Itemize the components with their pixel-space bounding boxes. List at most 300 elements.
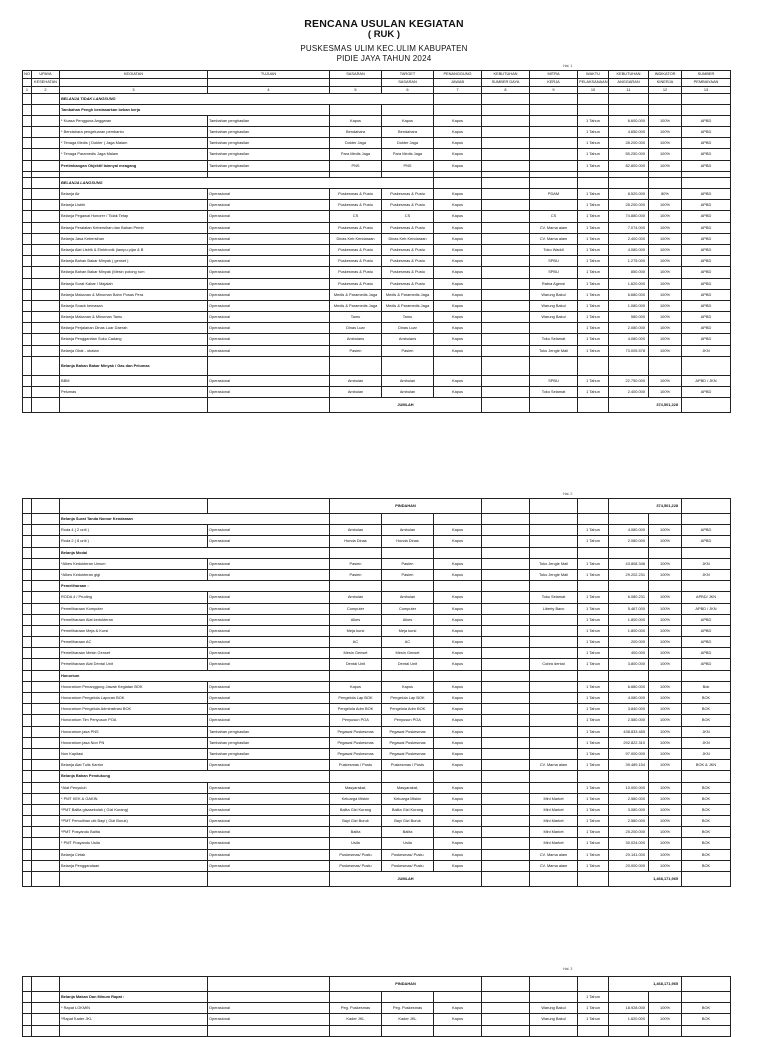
mitra-kerja-cell: Warung Bakul	[530, 312, 578, 323]
empty-cell	[578, 499, 609, 514]
anggaran-cell: 25.200.000	[609, 827, 649, 838]
anggaran-cell: 3.080.000	[609, 804, 649, 815]
header-cell: SASARAN	[330, 71, 382, 79]
tujuan-cell: Tambahan penghasilan	[208, 726, 330, 737]
sasaran-cell: Puskesmas/ Pustu	[330, 860, 382, 871]
tujuan-cell: Operasional	[208, 244, 330, 255]
upaya-cell	[32, 715, 60, 726]
pindahan-label: PINDAHAN	[330, 977, 482, 992]
table-row	[23, 300, 731, 311]
waktu-cell: 1 Tahun	[578, 536, 609, 547]
upaya-cell	[32, 992, 60, 1003]
upaya-cell	[32, 525, 60, 536]
kebutuhan-sumber-daya-cell	[482, 681, 530, 692]
header-cell: KINERJA	[649, 79, 682, 87]
kegiatan-cell	[60, 1025, 208, 1036]
penanggung-jawab-cell: Kapus	[434, 849, 482, 860]
table-row	[23, 244, 731, 255]
upaya-cell	[32, 670, 60, 681]
sumber-pembiayaan-cell: APBD	[682, 127, 731, 138]
empty-cell	[482, 514, 530, 525]
anggaran-cell: 438.833.465	[609, 726, 649, 737]
penanggung-jawab-cell: Kapus	[434, 345, 482, 356]
indikator-cell: 100%	[649, 375, 682, 386]
anggaran-cell: 43.808.346	[609, 558, 649, 569]
empty-cell	[578, 398, 609, 413]
no-cell	[23, 715, 32, 726]
upaya-cell	[32, 592, 60, 603]
sasaran-cell: Kapus	[330, 115, 382, 126]
no-cell	[23, 356, 32, 375]
sasaran-cell: Balita Gizi Kurang	[330, 804, 382, 815]
no-cell	[23, 648, 32, 659]
table-row	[23, 356, 731, 375]
empty-cell	[682, 104, 731, 115]
waktu-cell: 1 Tahun	[578, 648, 609, 659]
section-heading: BELANJA LANGSUNG	[60, 177, 434, 188]
tujuan-cell: Operasional	[208, 625, 330, 636]
empty-cell	[434, 547, 482, 558]
sasaran-cell: Pengelola Lap BOK	[330, 693, 382, 704]
tujuan-cell: Operasional	[208, 525, 330, 536]
target-cell: Dinas Luar	[382, 323, 434, 334]
waktu-cell: 1 Tahun	[578, 592, 609, 603]
anggaran-cell: 10.000.000	[609, 782, 649, 793]
mitra-kerja-cell	[530, 127, 578, 138]
empty-cell	[482, 977, 530, 992]
target-cell: Dokter Jaga	[382, 138, 434, 149]
no-cell	[23, 104, 32, 115]
kegiatan-cell: RODA 4 / Pruding	[60, 592, 208, 603]
header-cell: KERJA	[530, 79, 578, 87]
upaya-cell	[32, 614, 60, 625]
tujuan-cell	[208, 1025, 330, 1036]
anggaran-cell: 1.080.000	[609, 300, 649, 311]
anggaran-cell: 1.275.000	[609, 256, 649, 267]
waktu-cell: 1 Tahun	[578, 992, 609, 1003]
table-row	[23, 558, 731, 569]
kebutuhan-sumber-daya-cell	[482, 748, 530, 759]
anggaran-cell: 4.080.000	[609, 334, 649, 345]
header-cell: PENANGGUNG	[434, 71, 482, 79]
empty-cell	[578, 670, 609, 681]
kegiatan-cell: *Rapat Kader JKL	[60, 1014, 208, 1025]
kebutuhan-sumber-daya-cell	[482, 312, 530, 323]
tujuan-cell: Operasional	[208, 827, 330, 838]
waktu-cell: 1 Tahun	[578, 149, 609, 160]
upaya-cell	[32, 189, 60, 200]
upaya-cell	[32, 233, 60, 244]
kegiatan-cell: * PMT KEK & GAKIN	[60, 793, 208, 804]
waktu-cell: 1 Tahun	[578, 625, 609, 636]
upaya-cell	[32, 323, 60, 334]
anggaran-cell: 6.080.231	[609, 592, 649, 603]
indikator-cell: 100%	[649, 625, 682, 636]
empty-cell	[434, 356, 482, 375]
empty-cell	[649, 771, 682, 782]
penanggung-jawab-cell: Kapus	[434, 127, 482, 138]
sasaran-cell: Puskesmas & Pustu	[330, 267, 382, 278]
indikator-cell: 100%	[649, 300, 682, 311]
upaya-cell	[32, 827, 60, 838]
target-cell: Ambulan	[382, 592, 434, 603]
tujuan-cell: Operasional	[208, 278, 330, 289]
tujuan-cell: Operasional	[208, 659, 330, 670]
penanggung-jawab-cell: Kapus	[434, 222, 482, 233]
waktu-cell: 1 Tahun	[578, 244, 609, 255]
empty-cell	[682, 547, 731, 558]
ruk-table-page-1	[22, 70, 731, 413]
sasaran-cell: Dokter Jaga	[330, 138, 382, 149]
header-cell	[208, 79, 330, 87]
kebutuhan-sumber-daya-cell	[482, 816, 530, 827]
table-row	[23, 737, 731, 748]
mitra-kerja-cell: CS	[530, 211, 578, 222]
empty-cell	[330, 514, 382, 525]
empty-cell	[682, 177, 731, 188]
no-cell	[23, 525, 32, 536]
sumber-pembiayaan-cell: BOK	[682, 860, 731, 871]
target-cell	[382, 992, 434, 1003]
anggaran-cell: 74.880.000	[609, 211, 649, 222]
anggaran-cell: 2.080.000	[609, 323, 649, 334]
kebutuhan-sumber-daya-cell	[482, 267, 530, 278]
indikator-cell: 100%	[649, 200, 682, 211]
table-row	[23, 211, 731, 222]
no-cell	[23, 816, 32, 827]
waktu-cell: 1 Tahun	[578, 1003, 609, 1014]
tujuan-cell: Operasional	[208, 323, 330, 334]
kegiatan-cell: Belanja Bahan Bakar Minyak / Gas dan Pelumas	[60, 356, 208, 375]
kegiatan-cell: Pemeliharaan Komputer	[60, 603, 208, 614]
empty-cell	[682, 93, 731, 104]
empty-cell	[330, 104, 382, 115]
mitra-kerja-cell	[530, 160, 578, 171]
waktu-cell: 1 Tahun	[578, 300, 609, 311]
indikator-cell: 100%	[649, 804, 682, 815]
empty-cell	[434, 104, 482, 115]
kegiatan-cell: Honorarium Pengelola Laporan BOK	[60, 693, 208, 704]
tujuan-cell: Operasional	[208, 267, 330, 278]
waktu-cell: 1 Tahun	[578, 614, 609, 625]
page-label-3: Hal. 3	[563, 967, 573, 971]
upaya-cell	[32, 387, 60, 398]
kebutuhan-sumber-daya-cell	[482, 387, 530, 398]
upaya-cell	[32, 726, 60, 737]
table-row	[23, 278, 731, 289]
kegiatan-cell: Roda 4 ( 2 unit )	[60, 525, 208, 536]
kegiatan-cell: Pelumas	[60, 387, 208, 398]
kebutuhan-sumber-daya-cell	[482, 375, 530, 386]
column-number-cell: 4	[208, 87, 330, 94]
sumber-pembiayaan-cell: APBD	[682, 289, 731, 300]
tujuan-cell: Operasional	[208, 300, 330, 311]
penanggung-jawab-cell: Kapus	[434, 189, 482, 200]
target-cell: Tamu	[382, 312, 434, 323]
jumlah-label: JUMLAH	[330, 872, 482, 887]
empty-cell	[682, 872, 731, 887]
kebutuhan-sumber-daya-cell	[482, 838, 530, 849]
kegiatan-cell: Belanja Alat Listrik & Elektronik (lampu pijar & B	[60, 244, 208, 255]
no-cell	[23, 200, 32, 211]
no-cell	[23, 233, 32, 244]
anggaran-cell: 28.200.000	[609, 200, 649, 211]
no-cell	[23, 514, 32, 525]
penanggung-jawab-cell: Kapus	[434, 115, 482, 126]
header-cell: UPAYA	[32, 71, 60, 79]
waktu-cell: 1 Tahun	[578, 1014, 609, 1025]
mitra-kerja-cell: Warung Bakul	[530, 289, 578, 300]
mitra-kerja-cell: Warung Bakul	[530, 300, 578, 311]
indikator-cell: 100%	[649, 536, 682, 547]
anggaran-cell: 4.080.000	[609, 525, 649, 536]
column-number-cell: 9	[530, 87, 578, 94]
tujuan-cell: Operasional	[208, 387, 330, 398]
upaya-cell	[32, 211, 60, 222]
sasaran-cell: Pasien	[330, 558, 382, 569]
target-cell: Puskesmas & Pustu	[382, 244, 434, 255]
upaya-cell	[32, 748, 60, 759]
kebutuhan-sumber-daya-cell	[482, 233, 530, 244]
kebutuhan-sumber-daya-cell	[482, 760, 530, 771]
no-cell	[23, 398, 32, 413]
upaya-cell	[32, 760, 60, 771]
mitra-kerja-cell	[530, 614, 578, 625]
empty-cell	[382, 581, 434, 592]
empty-cell	[649, 670, 682, 681]
waktu-cell: 1 Tahun	[578, 603, 609, 614]
upaya-cell	[32, 289, 60, 300]
empty-cell	[649, 93, 682, 104]
header-cell	[60, 79, 208, 87]
penanggung-jawab-cell: Kapus	[434, 267, 482, 278]
sumber-pembiayaan-cell: APBD	[682, 525, 731, 536]
no-cell	[23, 637, 32, 648]
penanggung-jawab-cell: Kapus	[434, 681, 482, 692]
waktu-cell: 1 Tahun	[578, 222, 609, 233]
table-row	[23, 670, 731, 681]
target-cell: Pengelola Adm BOK	[382, 704, 434, 715]
mitra-kerja-cell	[530, 726, 578, 737]
indikator-cell: 100%	[649, 160, 682, 171]
mitra-kerja-cell	[530, 693, 578, 704]
sumber-pembiayaan-cell: Bok	[682, 681, 731, 692]
table-row	[23, 637, 731, 648]
target-cell: Puskesmas / Pustu	[382, 760, 434, 771]
sumber-pembiayaan-cell: APBD	[682, 256, 731, 267]
mitra-kerja-cell	[530, 648, 578, 659]
empty-cell	[482, 547, 530, 558]
penanggung-jawab-cell: Kapus	[434, 387, 482, 398]
waktu-cell: 1 Tahun	[578, 704, 609, 715]
target-cell: Dental Unit	[382, 659, 434, 670]
header-cell: SUMBER	[682, 71, 731, 79]
indikator-cell: 100%	[649, 659, 682, 670]
subsection-heading: Belanja Modal	[60, 547, 330, 558]
table-row	[23, 603, 731, 614]
mitra-kerja-cell: Mini Market	[530, 793, 578, 804]
doc-title: RENCANA USULAN KEGIATAN	[304, 18, 464, 30]
kegiatan-cell: * Tenaga Paramedis Jaga Malam	[60, 149, 208, 160]
sasaran-cell: Puskesmas & Pustu	[330, 278, 382, 289]
upaya-cell	[32, 860, 60, 871]
kegiatan-cell: Roda 2 ( 8 unit )	[60, 536, 208, 547]
empty-cell	[578, 547, 609, 558]
mitra-kerja-cell: Toko Selamat	[530, 592, 578, 603]
tujuan-cell: Operasional	[208, 536, 330, 547]
kegiatan-cell: Honorarium Penanggung Jawab Kegiatan BOK	[60, 681, 208, 692]
no-cell	[23, 177, 32, 188]
waktu-cell: 1 Tahun	[578, 387, 609, 398]
no-cell	[23, 726, 32, 737]
tujuan-cell: Operasional	[208, 704, 330, 715]
target-cell: Puskesmas & Pustu	[382, 278, 434, 289]
sumber-pembiayaan-cell: BOK	[682, 793, 731, 804]
empty-cell	[530, 514, 578, 525]
sasaran-cell: Balita	[330, 827, 382, 838]
penanggung-jawab-cell: Kapus	[434, 648, 482, 659]
kebutuhan-sumber-daya-cell	[482, 992, 530, 1003]
waktu-cell: 1 Tahun	[578, 375, 609, 386]
kebutuhan-sumber-daya-cell	[482, 860, 530, 871]
penanggung-jawab-cell: Kapus	[434, 793, 482, 804]
mitra-kerja-cell	[530, 200, 578, 211]
table-row	[23, 345, 731, 356]
empty-cell	[482, 499, 530, 514]
target-cell: Medis & Paramedis Jaga	[382, 300, 434, 311]
empty-cell	[609, 581, 649, 592]
mitra-kerja-cell: Toko Jengle Mali	[530, 345, 578, 356]
sasaran-cell: Peg. Puskesmas	[330, 1003, 382, 1014]
anggaran-cell: 5.467.000	[609, 603, 649, 614]
target-cell: PNS	[382, 160, 434, 171]
sumber-pembiayaan-cell: APBD	[682, 614, 731, 625]
kebutuhan-sumber-daya-cell	[482, 603, 530, 614]
doc-subtitle-ruk: ( RUK )	[367, 29, 401, 40]
sumber-pembiayaan-cell: JKN	[682, 748, 731, 759]
anggaran-cell: 39.489.154	[609, 760, 649, 771]
upaya-cell	[32, 267, 60, 278]
mitra-kerja-cell: Toko Jengle Mali	[530, 569, 578, 580]
kegiatan-cell: Belanja Makan Dan Minum Rapat :	[60, 992, 208, 1003]
no-cell	[23, 614, 32, 625]
doc-institution: PUSKESMAS ULIM KEC.ULIM KABUPATEN	[300, 44, 468, 53]
sumber-pembiayaan-cell: APBD	[682, 138, 731, 149]
mitra-kerja-cell	[530, 737, 578, 748]
empty-cell	[482, 93, 530, 104]
upaya-cell	[32, 659, 60, 670]
no-cell	[23, 547, 32, 558]
sumber-pembiayaan-cell: APBD / JKN	[682, 603, 731, 614]
no-cell	[23, 160, 32, 171]
table-row	[23, 704, 731, 715]
penanggung-jawab-cell: Kapus	[434, 375, 482, 386]
empty-cell	[609, 104, 649, 115]
no-cell	[23, 793, 32, 804]
upaya-cell	[32, 603, 60, 614]
sumber-pembiayaan-cell: BOK	[682, 704, 731, 715]
upaya-cell	[32, 256, 60, 267]
empty-cell	[578, 771, 609, 782]
table-row	[23, 592, 731, 603]
waktu-cell: 1 Tahun	[578, 715, 609, 726]
sumber-pembiayaan-cell	[682, 992, 731, 1003]
indikator-cell	[649, 992, 682, 1003]
sasaran-cell: Ambulan	[330, 592, 382, 603]
sasaran-cell: Bayi Gizi Buruk	[330, 816, 382, 827]
waktu-cell: 1 Tahun	[578, 659, 609, 670]
target-cell: Keluarga Miskin	[382, 793, 434, 804]
tujuan-cell: Operasional	[208, 375, 330, 386]
tujuan-cell: Operasional	[208, 681, 330, 692]
empty-cell	[578, 514, 609, 525]
empty-cell	[649, 581, 682, 592]
empty-cell	[530, 771, 578, 782]
upaya-cell	[32, 244, 60, 255]
ruk-table-page-3	[22, 976, 731, 1037]
penanggung-jawab-cell: Kapus	[434, 233, 482, 244]
waktu-cell: 1 Tahun	[578, 525, 609, 536]
empty-cell	[609, 356, 649, 375]
table-row	[23, 681, 731, 692]
empty-cell	[578, 104, 609, 115]
empty-cell	[609, 547, 649, 558]
tujuan-cell: Operasional	[208, 838, 330, 849]
target-cell: Bendahara	[382, 127, 434, 138]
table-row	[23, 693, 731, 704]
table-row	[23, 149, 731, 160]
sasaran-cell: Ambulan	[330, 525, 382, 536]
tujuan-cell: Operasional	[208, 1003, 330, 1014]
mitra-kerja-cell: SPBU	[530, 256, 578, 267]
kegiatan-cell: Belanja Snack kemasan	[60, 300, 208, 311]
no-cell	[23, 211, 32, 222]
kebutuhan-sumber-daya-cell	[482, 614, 530, 625]
kebutuhan-sumber-daya-cell	[482, 244, 530, 255]
kegiatan-cell: Belanja Alat Tulis Kantor	[60, 760, 208, 771]
no-cell	[23, 872, 32, 887]
header-cell	[330, 79, 382, 87]
empty-cell	[330, 356, 382, 375]
waktu-cell: 1 Tahun	[578, 323, 609, 334]
upaya-cell	[32, 771, 60, 782]
mitra-kerja-cell: Mini Market	[530, 838, 578, 849]
target-cell: Pengelola Lap BOK	[382, 693, 434, 704]
penanggung-jawab-cell: Kapus	[434, 334, 482, 345]
anggaran-cell: 1.800.000	[609, 625, 649, 636]
empty-cell	[682, 771, 731, 782]
penanggung-jawab-cell: Kapus	[434, 200, 482, 211]
table-row	[23, 804, 731, 815]
mitra-kerja-cell: CV. Mama alam	[530, 222, 578, 233]
jumlah-label: JUMLAH	[330, 398, 482, 413]
table-row	[23, 977, 731, 992]
upaya-cell	[32, 648, 60, 659]
tujuan-cell: Operasional	[208, 860, 330, 871]
target-cell: Usila	[382, 838, 434, 849]
sumber-pembiayaan-cell	[682, 1025, 731, 1036]
indikator-cell: 100%	[649, 715, 682, 726]
kegiatan-cell: * Rapat LOKMIN	[60, 1003, 208, 1014]
empty-cell	[208, 872, 330, 887]
sasaran-cell: Penyusun POA	[330, 715, 382, 726]
kebutuhan-sumber-daya-cell	[482, 289, 530, 300]
pindahan-label: PINDAHAN	[330, 499, 482, 514]
kegiatan-cell: Honorarium jasa Non PN	[60, 737, 208, 748]
sasaran-cell: Ambulan	[330, 375, 382, 386]
indikator-cell: 100%	[649, 525, 682, 536]
tujuan-cell: Operasional	[208, 693, 330, 704]
